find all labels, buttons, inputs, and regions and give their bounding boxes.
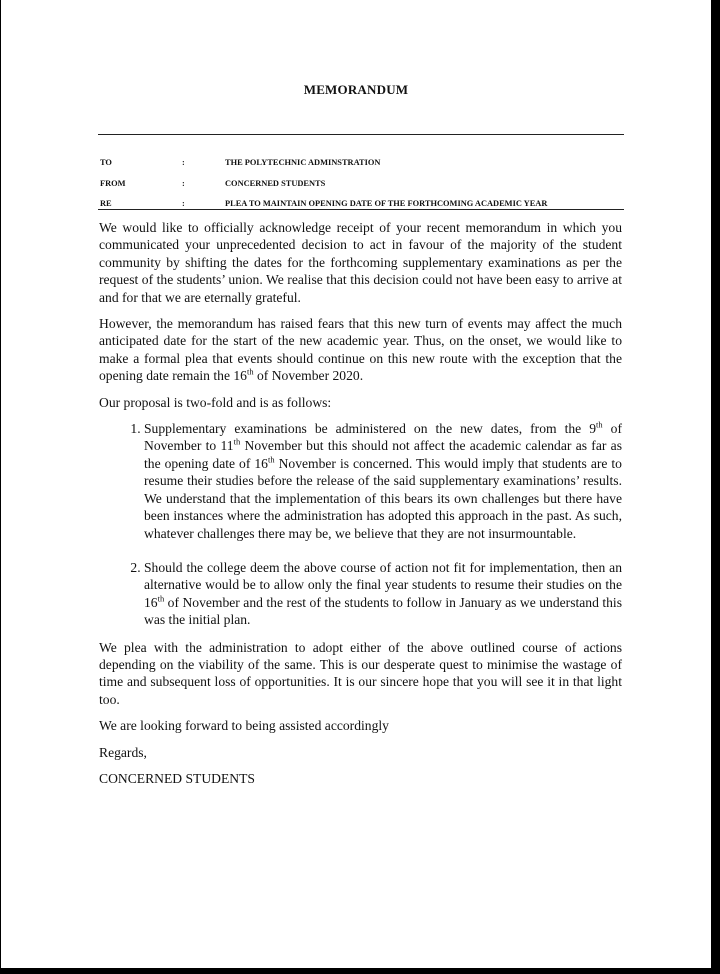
paragraph-concern-text-end: of November 2020. bbox=[253, 368, 364, 384]
paragraph-acknowledgement: We would like to officially acknowledge receipt of your recent memorandum in which you communicated your unprecedented decision to act in favour of the majority of the student community by shifting the dates for the forthcoming supplementary examinations as per the request of the students’ union. We realise that this decision could not have been easy to arrive at and for that we are eternally grateful. bbox=[99, 220, 622, 305]
from-label: FROM bbox=[100, 179, 126, 188]
ordinal-suffix: th bbox=[246, 366, 254, 377]
re-label: RE bbox=[100, 199, 112, 208]
item2-text-a: Should the college deem the above course of action not fit for implementation, then an alternative would be to allow only the final year students to resume their studies on the 16 bbox=[144, 559, 622, 610]
item1-text-a: Supplementary examinations be administered on the new dates, from the 9 bbox=[144, 421, 597, 437]
paragraph-concern bbox=[99, 315, 622, 385]
paragraph-concern-text: However, the memorandum has raised fears that this new turn of events may affect the much anticipated date for the start of the new academic year. Thus, on the onset, we would like to make a formal plea that events should continue on this new route with the exception that the opening date remain the 16 bbox=[99, 316, 622, 384]
ordinal-suffix: th bbox=[267, 454, 275, 465]
header-bottom-rule bbox=[98, 209, 624, 210]
to-colon: : bbox=[182, 158, 185, 167]
from-value: CONCERNED STUDENTS bbox=[225, 179, 326, 188]
ordinal-suffix: th bbox=[157, 593, 165, 604]
item1-text-c: November but this should not affect the academic calendar as far as the opening date of 16 bbox=[144, 438, 622, 471]
list-item bbox=[144, 420, 622, 542]
item1-text-b: of November to 11 bbox=[144, 421, 622, 454]
ordinal-suffix: th bbox=[596, 419, 603, 430]
ordinal-suffix: th bbox=[233, 436, 241, 447]
signature: CONCERNED STUDENTS bbox=[99, 770, 255, 786]
memo-title: MEMORANDUM bbox=[303, 82, 409, 97]
paragraph-proposal-intro: Our proposal is two-fold and is as follows: bbox=[99, 394, 332, 410]
header-top-rule bbox=[98, 134, 624, 135]
paragraph-looking-forward: We are looking forward to being assisted accordingly bbox=[99, 718, 389, 734]
from-colon: : bbox=[182, 179, 185, 188]
item1-text-d: November is concerned. This would imply that students are to resume their studies before the release of the said supplementary examinations’ results. We understand that the implementation of this bears its own challenges but there have been instances where the administration has adopted this approach in the past. As such, whatever challenges there may be, we believe that they are not insurmountable. bbox=[144, 455, 622, 541]
to-value: THE POLYTECHNIC ADMINSTRATION bbox=[225, 158, 381, 167]
paragraph-plea: We plea with the administration to adopt either of the above outlined course of actions depending on the viability of the same. This is our desperate quest to minimise the wastage of time and subsequent loss of opportunities. It is our sincere hope that you will see it in that light too. bbox=[99, 639, 622, 707]
memo-body bbox=[99, 219, 622, 796]
re-colon: : bbox=[182, 199, 185, 208]
header-re-row bbox=[100, 199, 624, 213]
to-label: TO bbox=[100, 158, 112, 167]
list-item bbox=[144, 559, 622, 629]
memo-page bbox=[1, 0, 711, 968]
header-from-row bbox=[100, 179, 624, 193]
proposal-list bbox=[99, 420, 622, 628]
closing-regards: Regards, bbox=[99, 744, 147, 760]
header-to-row bbox=[100, 158, 624, 172]
item2-text-b: of November and the rest of the students to follow in January as we understand this was the initial plan. bbox=[144, 594, 622, 628]
re-value: PLEA TO MAINTAIN OPENING DATE OF THE FORTHCOMING ACADEMIC YEAR bbox=[225, 199, 548, 208]
